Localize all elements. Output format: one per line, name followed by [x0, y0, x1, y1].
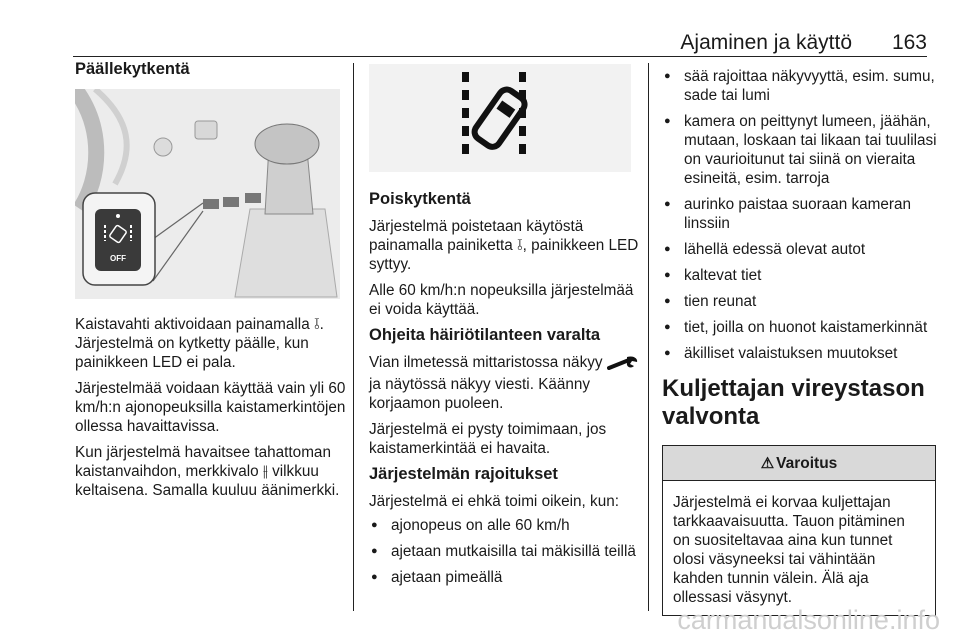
column-middle [369, 60, 639, 594]
list-item: ● kaltevat tiet [662, 266, 937, 285]
page-header [0, 0, 960, 56]
running-title: Ajaminen ja käyttö [680, 31, 852, 54]
section-title-activation: Päällekytkentä [75, 60, 190, 78]
warning-header [663, 446, 935, 481]
lane-departure-symbol [369, 64, 631, 172]
fault-text-before: Vian ilmetessä mittaristossa näkyy [369, 354, 603, 371]
list-item: ● kamera on peittynyt lumeen, jäähän, mutaan, loskaan tai likaan tai tuulilasi on vaurioitunut tai siinä on vieraita esineitä, esim. tarroja [662, 112, 937, 188]
section-title-deactivation: Poiskytkentä [369, 190, 471, 208]
paragraph: Järjestelmä ei ehkä toimi oikein, kun: [369, 493, 619, 510]
paragraph: Järjestelmä ei pysty toimimaan, jos kaistamerkintää ei havaita. [369, 421, 607, 457]
paragraph-fault [369, 353, 639, 413]
off-label: OFF [110, 254, 126, 263]
column-left [75, 60, 347, 507]
list-item: ● tiet, joilla on huonot kaistamerkinnät [662, 318, 937, 337]
section-title-fault: Ohjeita häiriötilanteen varalta [369, 326, 601, 344]
paragraph: Järjestelmä poistetaan käytöstä painamalla painiketta ⫱, painikkeen LED syttyy. [369, 218, 639, 273]
wrench-icon [607, 356, 639, 375]
paragraph: Kun järjestelmä havaitsee tahattoman kaistanvaihdon, merkkivalo ⫲ vilkkuu keltaisena. Samalla kuuluu äänimerkki. [75, 444, 340, 499]
list-item: ● ajetaan mutkaisilla tai mäkisillä teillä [369, 542, 639, 561]
list-item: ● tien reunat [662, 292, 937, 311]
list-item: ● äkilliset valaistuksen muutokset [662, 344, 937, 363]
section-title-limits: Järjestelmän rajoitukset [369, 465, 558, 483]
conditions-list [662, 67, 937, 363]
paragraph: Kaistavahti aktivoidaan painamalla ⫱. Järjestelmä on kytketty päälle, kun painikkeen LED ei pala. [75, 316, 324, 371]
list-item: ● aurinko paistaa suoraan kameran linssiin [662, 195, 937, 233]
page-number: 163 [891, 31, 927, 54]
list-item: ● sää rajoittaa näkyvyyttä, esim. sumu, sade tai lumi [662, 67, 937, 105]
fault-text-after: ja näytössä näkyy viesti. Käänny korjaamon puoleen. [369, 376, 591, 412]
warning-triangle-icon: ⚠ [760, 454, 775, 472]
list-item: ● lähellä edessä olevat autot [662, 240, 937, 259]
column-right [662, 60, 937, 616]
limits-list [369, 516, 639, 587]
list-item: ● ajetaan pimeällä [369, 568, 639, 587]
column-divider [353, 63, 354, 611]
warning-title: Varoitus [776, 454, 838, 472]
header-rule [73, 56, 927, 57]
paragraph: Alle 60 km/h:n nopeuksilla järjestelmää ei voida käyttää. [369, 282, 634, 318]
column-divider [648, 63, 649, 611]
watermark: carmanualsonline.info [677, 605, 940, 635]
warning-box [662, 445, 936, 616]
section-heading-drowsiness: Kuljettajan vireystason valvonta [662, 375, 925, 430]
switch-photo [75, 89, 340, 299]
warning-text: Järjestelmä ei korvaa kuljettajan tarkkaavaisuutta. Tauon pitäminen on suositeltavaa aina kun tunnet olosi väsyneeksi tai vähintään kahden tunnin välein. Älä aja ollessasi väsynyt. [673, 494, 905, 606]
list-item: ● ajonopeus on alle 60 km/h [369, 516, 639, 535]
paragraph: Järjestelmää voidaan käyttää vain yli 60 km/h:n ajonopeuksilla kaistamerkintöjen ollessa havaittavissa. [75, 380, 346, 435]
